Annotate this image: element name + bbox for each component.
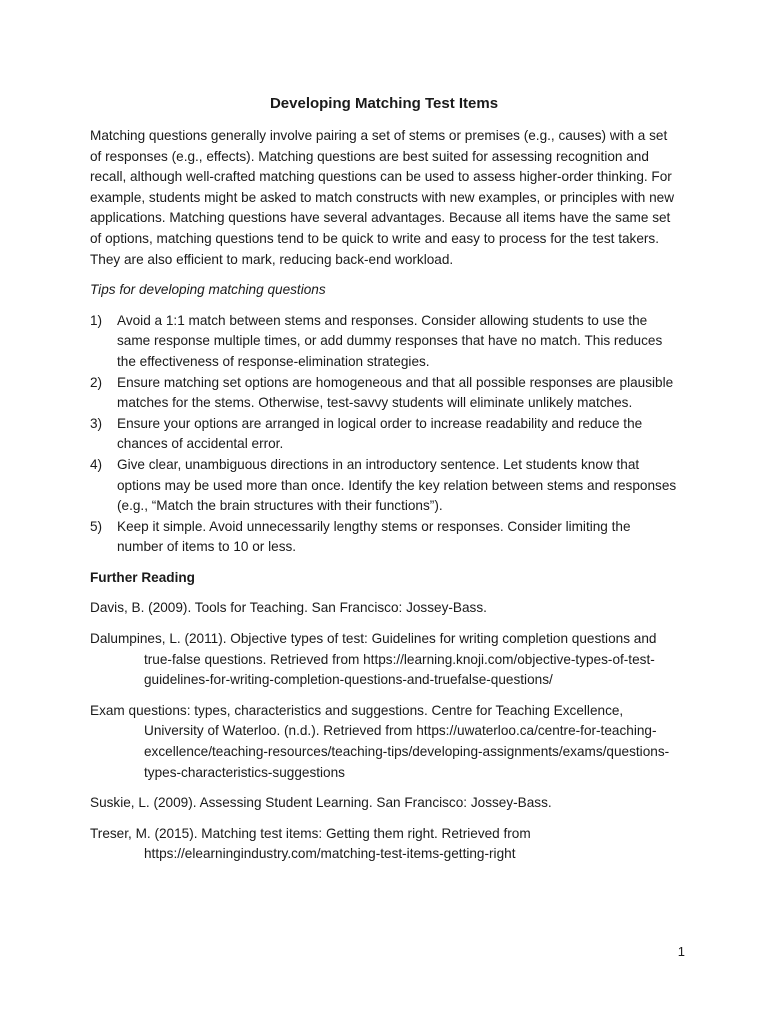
tip-number: 2) — [90, 374, 103, 390]
tips-list — [90, 311, 680, 558]
tip-number: 4) — [90, 456, 103, 472]
tip-item — [90, 517, 680, 558]
reference-entry: Exam questions: types, characteristics and suggestions. Centre for Teaching Excellence, University of Waterloo. (n.d.). Retrieved from https://uwaterloo.ca/centre-for-teaching-excellence/teaching-resources/teaching-tips/developing-assignments/exams/questions-types-characteristics-suggestions — [90, 702, 670, 780]
tip-text: Ensure matching set options are homogeneous and that all possible responses are plausible matches for the stems. Otherwise, test-savvy students will eliminate unlikely matches. — [117, 374, 674, 411]
page-number: 1 — [677, 944, 685, 959]
tip-text: Keep it simple. Avoid unnecessarily lengthy stems or responses. Consider limiting the number of items to 10 or less. — [117, 518, 631, 555]
further-reading-heading: Further Reading — [90, 569, 195, 585]
tip-text: Give clear, unambiguous directions in an introductory sentence. Let students know that options may be used more than once. Identify the key relation between stems and responses (e.g., “Match the brain structures with their functions”). — [117, 456, 677, 514]
tip-text: Ensure your options are arranged in logical order to increase readability and reduce the chances of accidental error. — [117, 415, 643, 452]
reference-entry: Dalumpines, L. (2011). Objective types of test: Guidelines for writing completion questions and true-false questions. Retrieved from https://learning.knoji.com/objective-types-of-test-guidelines-for-writing-completion-questions-and-truefalse-questions/ — [90, 631, 657, 688]
intro-paragraph: Matching questions generally involve pairing a set of stems or premises (e.g., causes) with a set of responses (e.g., effects). Matching questions are best suited for assessing recognition and recall, although well-crafted matching questions can be used to assess higher-order thinking. For example, students might be asked to match constructs with new examples, or principles with new applications. Matching questions have several advantages. Because all items have the same set of options, matching questions tend to be quick to write and easy to process for the test takers. They are also efficient to mark, reducing back-end workload. — [90, 128, 675, 267]
reference-entry: Suskie, L. (2009). Assessing Student Learning. San Francisco: Jossey-Bass. — [90, 795, 552, 811]
reference-entry: Treser, M. (2015). Matching test items: Getting them right. Retrieved from https://elearningindustry.com/matching-test-items-getting-right — [90, 825, 531, 862]
tip-item — [90, 414, 680, 455]
tip-number: 1) — [90, 312, 103, 328]
tip-number: 5) — [90, 518, 103, 534]
tip-item — [90, 311, 680, 373]
tip-text: Avoid a 1:1 match between stems and responses. Consider allowing students to use the same response multiple times, or add dummy responses that have no match. This reduces the effectiveness of response-elimination strategies. — [117, 312, 663, 369]
tip-item — [90, 455, 680, 517]
tips-heading: Tips for developing matching questions — [90, 282, 326, 298]
document-body — [90, 126, 680, 865]
tip-item — [90, 373, 680, 414]
reference-entry: Davis, B. (2009). Tools for Teaching. San Francisco: Jossey-Bass. — [90, 600, 487, 616]
page-title: Developing Matching Test Items — [269, 95, 499, 112]
tip-number: 3) — [90, 415, 103, 431]
